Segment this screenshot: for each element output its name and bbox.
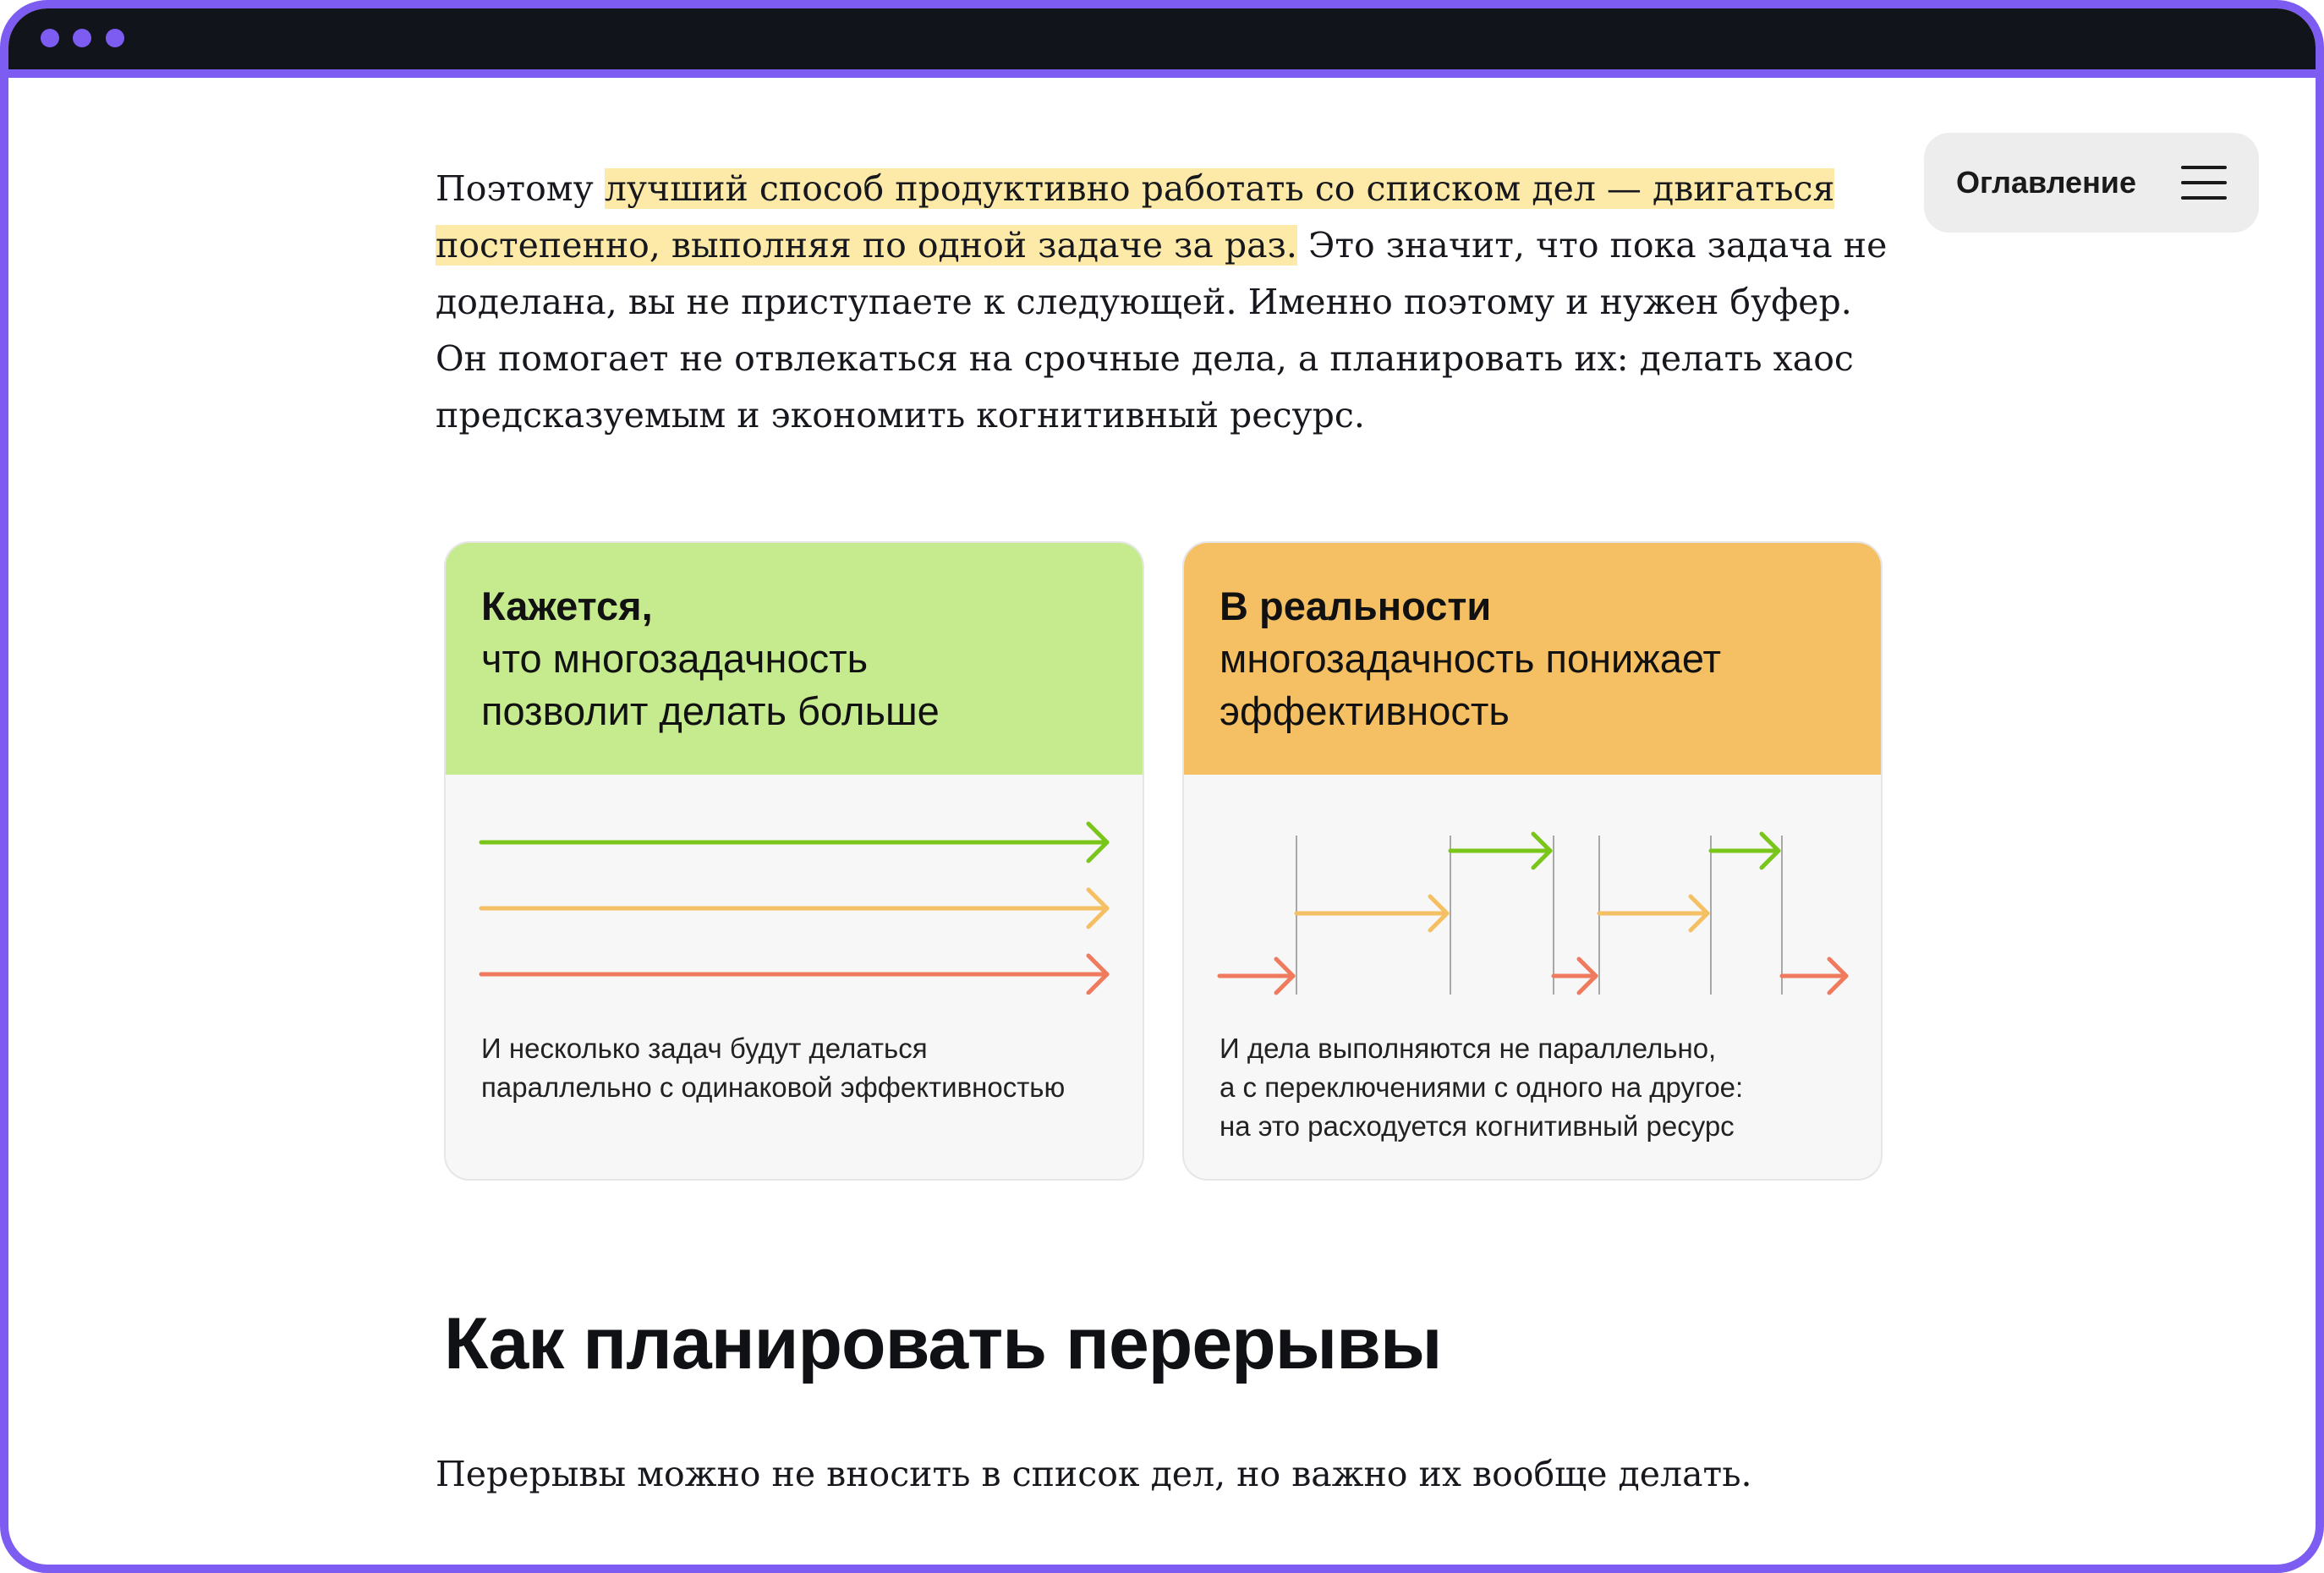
- section-heading: Как планировать перерывы: [444, 1303, 1442, 1384]
- green-arrow-icon: [481, 824, 1107, 861]
- caption-line: на это расходуется когнитивный ресурс: [1220, 1110, 1735, 1142]
- caption-line: параллельно с одинаковой эффективностью: [481, 1072, 1066, 1103]
- red-arrow-icon: [1554, 959, 1596, 993]
- card-title-line: эффективность: [1220, 688, 1510, 733]
- window-titlebar: [8, 8, 2316, 69]
- titlebar-divider: [8, 69, 2316, 78]
- highlighted-text: лучший способ продуктивно работать со списком дел — двигаться постепенно, выполняя по одной задаче за раз.: [436, 168, 1835, 266]
- hamburger-menu-icon: [2181, 166, 2227, 200]
- yellow-arrow-icon: [1599, 896, 1707, 930]
- switching-arrows-diagram: [1184, 775, 1883, 1028]
- caption-line: И дела выполняются не параллельно,: [1220, 1033, 1717, 1064]
- caption-line: а с переключениями с одного на другое:: [1220, 1072, 1744, 1103]
- article-paragraph: [436, 161, 1890, 444]
- card-seems: [444, 541, 1144, 1181]
- caption-line: И несколько задач будут делаться: [481, 1033, 928, 1064]
- toc-button[interactable]: [1924, 133, 2259, 233]
- yellow-arrow-icon: [481, 890, 1107, 927]
- toc-label: Оглавление: [1956, 165, 2136, 200]
- paragraph-text: Это значит, что пока задача не доделана, вы не приступаете к следующей. Именно поэтому и нужен буфер. Он помогает не отвлекаться на срочные дела, а планировать их: делать хаос предсказуемым и экономить когнитивный ресурс.: [436, 225, 1888, 436]
- red-arrow-icon: [481, 956, 1107, 993]
- red-arrow-icon: [1782, 959, 1846, 993]
- card-caption: [1220, 1029, 1743, 1146]
- paragraph-text: Поэтому: [436, 168, 605, 209]
- card-title-line: многозадачность понижает: [1220, 636, 1721, 681]
- window-dot-icon[interactable]: [106, 29, 124, 47]
- card-title-bold: Кажется,: [481, 584, 653, 628]
- card-title-line: позволит делать больше: [481, 688, 940, 733]
- red-arrow-icon: [1220, 959, 1293, 993]
- window-dot-icon[interactable]: [41, 29, 59, 47]
- green-arrow-icon: [1450, 834, 1550, 868]
- yellow-arrow-icon: [1296, 896, 1447, 930]
- card-title-bold: В реальности: [1220, 584, 1492, 628]
- card-title-line: что многозадачность: [481, 636, 869, 681]
- window-dot-icon[interactable]: [73, 29, 91, 47]
- green-arrow-icon: [1711, 834, 1779, 868]
- card-header: [446, 543, 1143, 775]
- article-paragraph: Перерывы можно не вносить в список дел, но важно их вообще делать.: [436, 1454, 1752, 1494]
- card-caption: [481, 1029, 1065, 1107]
- parallel-arrows-diagram: [446, 775, 1144, 995]
- card-header: [1184, 543, 1881, 775]
- card-reality: [1182, 541, 1883, 1181]
